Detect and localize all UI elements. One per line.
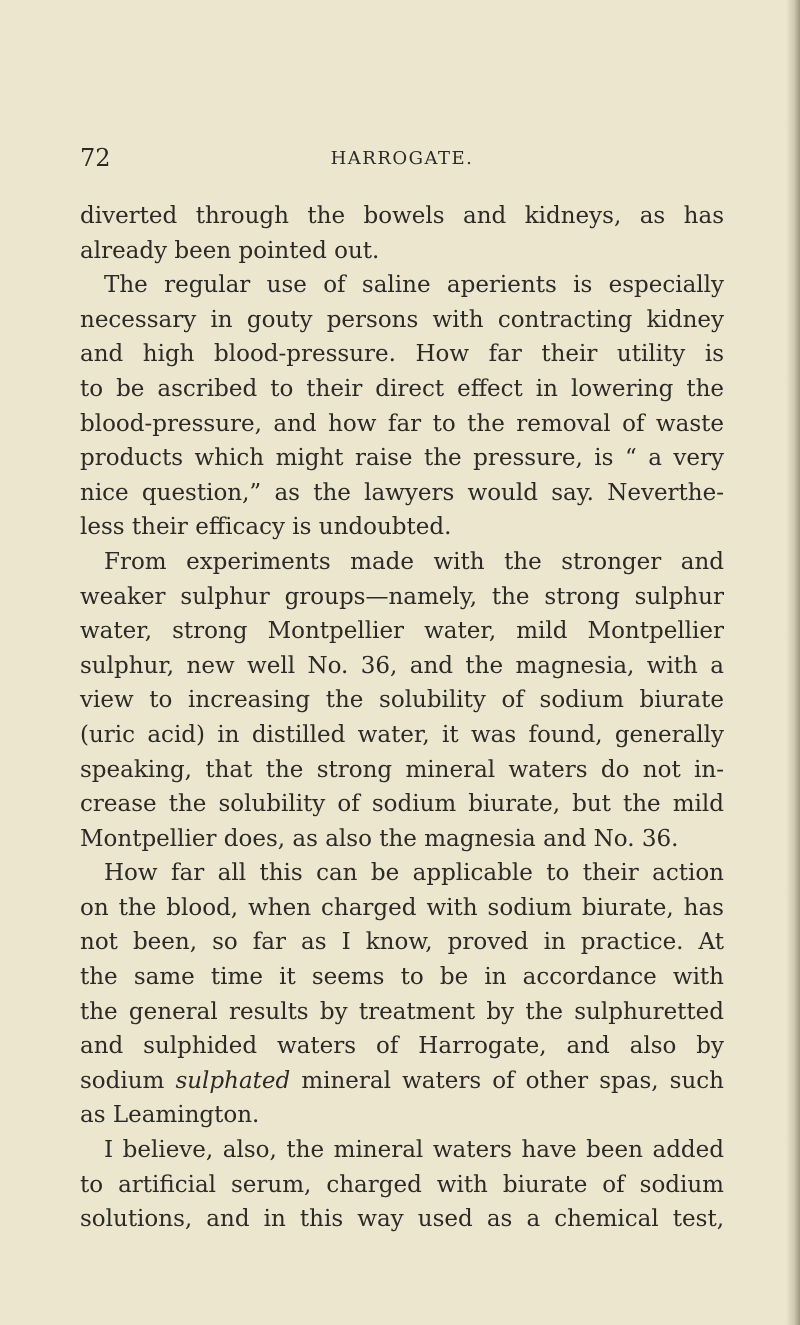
text-line: on the blood, when charged with sodium biurate, has xyxy=(80,894,724,921)
text-line: sulphur, new well No. 36, and the magnesia, with a xyxy=(80,652,724,679)
text-line: diverted through the bowels and kidneys, as has xyxy=(80,203,724,229)
text-line: and high blood-pressure. How far their utility is xyxy=(80,341,724,368)
running-title: HARROGATE. xyxy=(330,148,474,169)
text-line: view to increasing the solubility of sodium biurate xyxy=(80,687,724,714)
text-line: blood-pressure, and how far to the removal of waste xyxy=(80,410,724,437)
text-line: as Leamington. xyxy=(80,1102,260,1129)
text-line: weaker sulphur groups—namely, the strong sulphur xyxy=(80,583,724,610)
running-head xyxy=(80,143,724,173)
text-line: and sulphided waters of Harrogate, and also by xyxy=(80,1033,724,1060)
text-line: less their efficacy is undoubted. xyxy=(80,514,452,541)
text-line: to be ascribed to their direct effect in lowering the xyxy=(80,375,724,402)
text-line: not been, so far as I know, proved in practice. At xyxy=(80,929,724,956)
text-line: The regular use of saline aperients is especially xyxy=(104,272,724,299)
text-line: (uric acid) in distilled water, it was found, generally xyxy=(80,721,724,748)
text-line: I believe, also, the mineral waters have been added xyxy=(104,1137,724,1164)
text-line: the general results by treatment by the sulphuretted xyxy=(80,998,724,1025)
text-line: solutions, and in this way used as a chemical test, xyxy=(80,1206,724,1233)
text-run: sodium xyxy=(80,1067,176,1094)
text-line xyxy=(80,1064,724,1099)
text-line: necessary in gouty persons with contracting kidney xyxy=(80,306,724,333)
text-run: mineral waters of other spas, such xyxy=(290,1067,724,1094)
italic-text-run: sulphated xyxy=(175,1067,291,1094)
text-line: nice question,” as the lawyers would say. Neverthe- xyxy=(80,479,724,506)
text-line: From experiments made with the stronger and xyxy=(104,548,724,575)
text-line: How far all this can be applicable to their action xyxy=(104,860,724,887)
text-line: to artificial serum, charged with biurate of sodium xyxy=(80,1171,724,1198)
text-line: water, strong Montpellier water, mild Montpellier xyxy=(80,618,724,645)
page-edge-shadow xyxy=(786,0,800,1325)
text-line: the same time it seems to be in accordance with xyxy=(80,964,724,991)
text-line: speaking, that the strong mineral waters do not in- xyxy=(80,756,724,783)
text-line: products which might raise the pressure, is “ a very xyxy=(80,445,724,472)
text-line: crease the solubility of sodium biurate, but the mild xyxy=(80,791,724,818)
body-text xyxy=(80,199,724,1237)
page-number: 72 xyxy=(80,144,111,172)
text-line: Montpellier does, as also the magnesia and No. 36. xyxy=(80,825,679,852)
text-line: already been pointed out. xyxy=(80,237,380,264)
